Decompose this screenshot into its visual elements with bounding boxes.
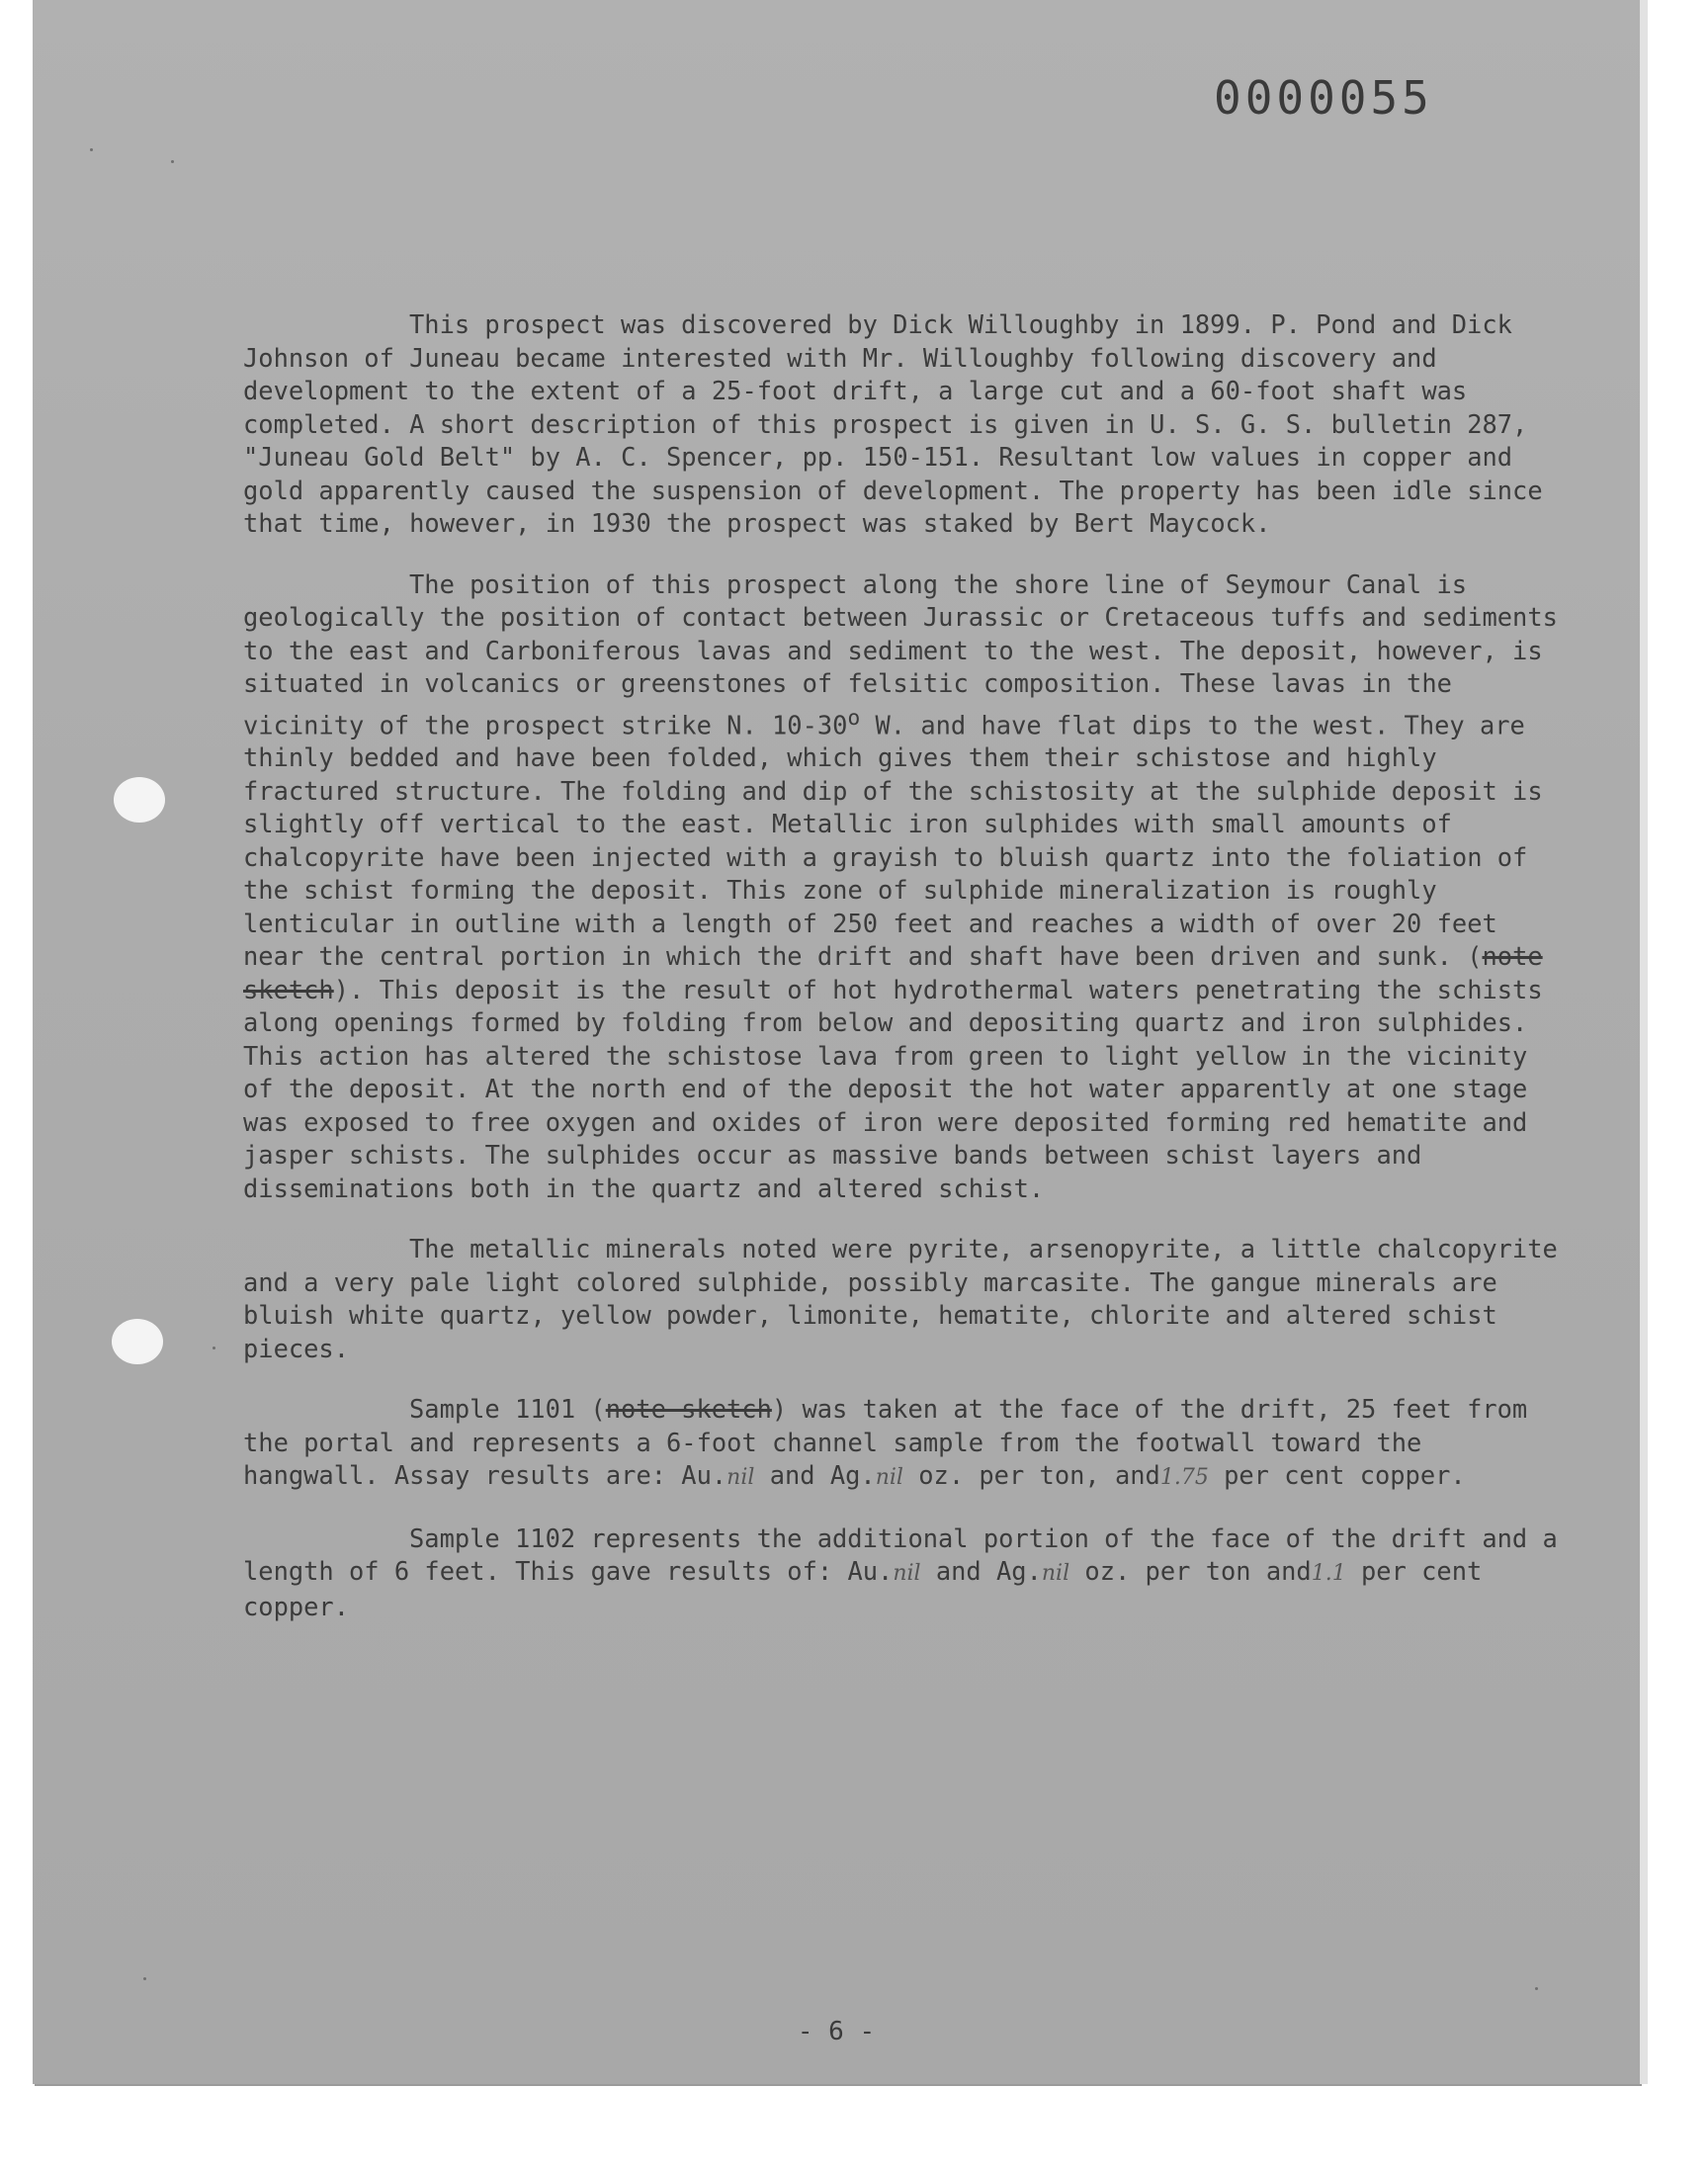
paragraph-text: and Ag.: [754, 1460, 876, 1491]
handwritten-value: 1.1: [1311, 1561, 1346, 1587]
handwritten-value: nil: [893, 1561, 921, 1587]
handwritten-value: 1.75: [1159, 1465, 1209, 1491]
punch-hole-bottom: [112, 1319, 163, 1364]
paper-speck: [1535, 1987, 1538, 1990]
paragraph-text: The position of this prospect along the shore line of Seymour Canal is geologically the position of contact between Jurassic or Cretaceous tuffs and sediments to the east and Carboniferous lavas and sediment to the west. The deposit, however, is situated in volcanics or greenstones of felsitic composition. These lavas in the vicinity of the prospect strike N. 10-30: [243, 568, 1558, 740]
paragraph-geology: [243, 568, 1558, 1206]
degree-superscript: o: [847, 704, 861, 730]
paragraph-text: ) was taken at the face of the drift, 25 feet from the portal and represents a 6-foot channel sample from the footwall toward the hangwall. Assay results are: Au.: [243, 1394, 1528, 1491]
paragraph-text: The metallic minerals noted were pyrite, arsenopyrite, a little chalcopyrite and a very pale light colored sulphide, possibly marcasite. The gangue minerals are bluish white quartz, yellow powder, limonite, hematite, chlorite and altered schist pieces.: [243, 1234, 1558, 1363]
document-page: [33, 0, 1640, 2084]
paragraph-text: Sample 1101 (: [409, 1394, 606, 1425]
struck-text: note sketch: [243, 941, 1543, 1004]
struck-text: note sketch: [605, 1394, 772, 1425]
paragraph-minerals: [243, 1233, 1558, 1365]
paragraph-text: oz. per ton, and: [902, 1460, 1160, 1491]
paragraph-history: [243, 308, 1558, 541]
handwritten-value: nil: [875, 1465, 903, 1491]
paragraph-text: This prospect was discovered by Dick Willoughby in 1899. P. Pond and Dick Johnson of Juneau became interested with Mr. Willoughby following discovery and development to the extent of a 25-foot drift, a large cut and a 60-foot shaft was completed. A short description of this prospect is given in U. S. G. S. bulletin 287, "Juneau Gold Belt" by A. C. Spencer, pp. 150-151. Resultant low values in copper and gold apparently caused the suspension of development. The property has been idle since that time, however, in 1930 the prospect was staked by Bert Maycock.: [243, 309, 1543, 538]
punch-hole-top: [114, 777, 165, 823]
paragraph-text: oz. per ton and: [1069, 1556, 1312, 1587]
document-body: [243, 308, 1558, 1651]
paper-speck: [213, 1347, 215, 1349]
paper-speck: [171, 160, 174, 163]
paragraph-sample-1102: [243, 1522, 1558, 1624]
paragraph-text: Sample 1102 represents the additional portion of the face of the drift and a length of 6 feet. This gave results of: Au.: [243, 1522, 1558, 1587]
page-number: - 6 -: [797, 2017, 876, 2046]
paragraph-sample-1101: [243, 1393, 1558, 1495]
paragraph-text: ). This deposit is the result of hot hydrothermal waters penetrating the schists along openings formed by folding from below and depositing quartz and iron sulphides. This action has altered the schistose lava from green to light yellow in the vicinity of the deposit. At the north end of the deposit the hot water apparently at one stage was exposed to free oxygen and oxides of iron were deposited forming red hematite and jasper schists. The sulphides occur as massive bands between schist layers and disseminations both in the quartz and altered schist.: [243, 974, 1543, 1203]
document-number: 0000055: [1214, 71, 1433, 125]
handwritten-value: nil: [726, 1465, 755, 1491]
paragraph-text: W. and have flat dips to the west. They are thinly bedded and have been folded, which gives them their schistose and highly fractured structure. The folding and dip of the schistosity at the sulphide deposit is slightly off vertical to the east. Metallic iron sulphides with small amounts of chalcopyrite have been injected with a grayish to bluish quartz into the foliation of the schist forming the deposit. This zone of sulphide mineralization is roughly lenticular in outline with a length of 250 feet and reaches a width of over 20 feet near the central portion in which the drift and shaft have been driven and sunk. (: [243, 709, 1543, 972]
paper-speck: [90, 148, 93, 151]
paragraph-text: per cent copper.: [1208, 1460, 1466, 1491]
paper-speck: [143, 1977, 146, 1980]
page-edge: [1640, 0, 1648, 2084]
paragraph-text: per cent copper.: [243, 1556, 1483, 1621]
paragraph-text: and Ag.: [920, 1556, 1042, 1587]
handwritten-value: nil: [1041, 1561, 1070, 1587]
